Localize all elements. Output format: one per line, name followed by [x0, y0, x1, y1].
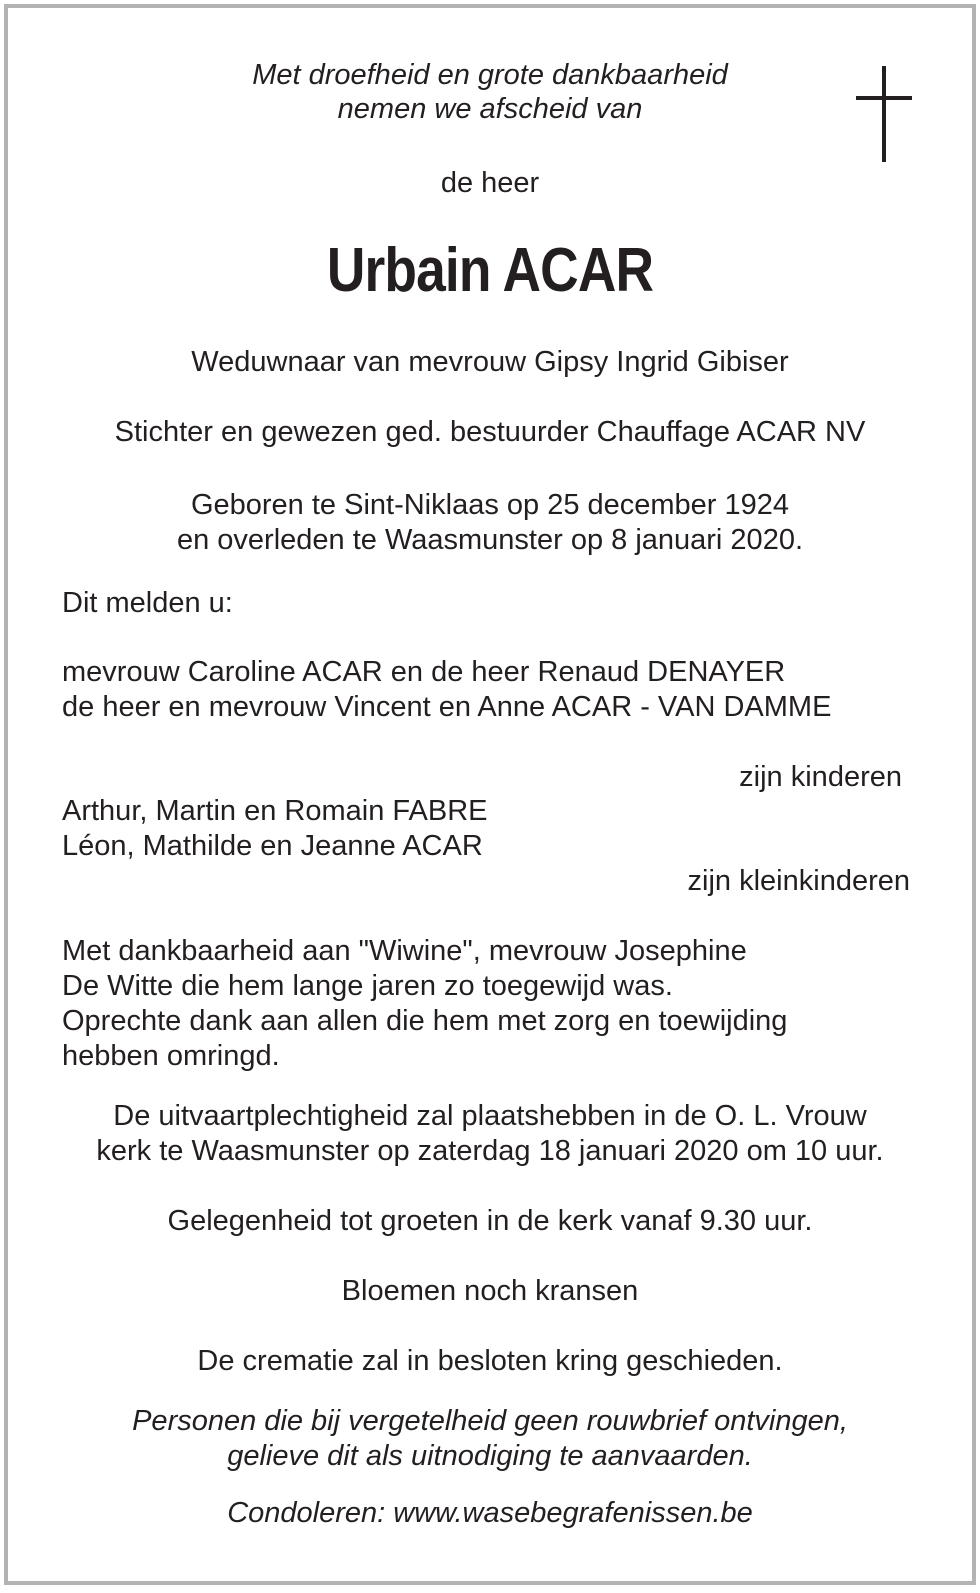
- title-prefix: de heer: [440, 167, 540, 199]
- grandchildren-label: zijn kleinkinderen: [687, 865, 910, 897]
- intro-line-1: Met droefheid en grote dankbaarheid: [252, 59, 728, 91]
- death-line: en overleden te Waasmunster op 8 januari 2020.: [176, 524, 804, 556]
- gratitude-line: Met dankbaarheid aan "Wiwine", mevrouw Josephine: [62, 935, 747, 967]
- widower-line: Weduwnaar van mevrouw Gipsy Ingrid Gibiser: [191, 346, 789, 378]
- announced-by: Dit melden u:: [62, 587, 233, 619]
- gratitude-line: De Witte die hem lange jaren zo toegewijd was.: [62, 970, 673, 1002]
- founder-line: Stichter en gewezen ged. bestuurder Chauffage ACAR NV: [114, 416, 866, 448]
- grandchild-line: Arthur, Martin en Romain FABRE: [62, 795, 488, 827]
- child-line: mevrouw Caroline ACAR en de heer Renaud DENAYER: [62, 656, 786, 688]
- grandchild-line: Léon, Mathilde en Jeanne ACAR: [62, 830, 483, 862]
- deceased-name: Urbain ACAR: [326, 236, 654, 305]
- gratitude-line: Oprechte dank aan allen die hem met zorg en toewijding: [62, 1005, 788, 1037]
- funeral-line-1: De uitvaartplechtigheid zal plaatshebben in de O. L. Vrouw: [113, 1100, 867, 1132]
- flowers-line: Bloemen noch kransen: [341, 1275, 639, 1307]
- greeting-line: Gelegenheid tot groeten in de kerk vanaf 9.30 uur.: [167, 1205, 813, 1237]
- children-label: zijn kinderen: [739, 761, 902, 793]
- obituary-notice: [4, 4, 976, 1585]
- intro-line-2: nemen we afscheid van: [337, 93, 643, 125]
- funeral-line-2: kerk te Waasmunster op zaterdag 18 januari 2020 om 10 uur.: [96, 1135, 884, 1167]
- child-line: de heer en mevrouw Vincent en Anne ACAR - VAN DAMME: [62, 691, 832, 723]
- invitation-line-1: Personen die bij vergetelheid geen rouwbrief ontvingen,: [132, 1405, 848, 1437]
- cremation-line: De crematie zal in besloten kring geschieden.: [197, 1345, 783, 1377]
- invitation-line-2: gelieve dit als uitnodiging te aanvaarden.: [227, 1440, 753, 1472]
- condolences-line: Condoleren: www.wasebegrafenissen.be: [227, 1497, 753, 1529]
- gratitude-line: hebben omringd.: [62, 1040, 280, 1072]
- birth-line: Geboren te Sint-Niklaas op 25 december 1924: [190, 489, 790, 521]
